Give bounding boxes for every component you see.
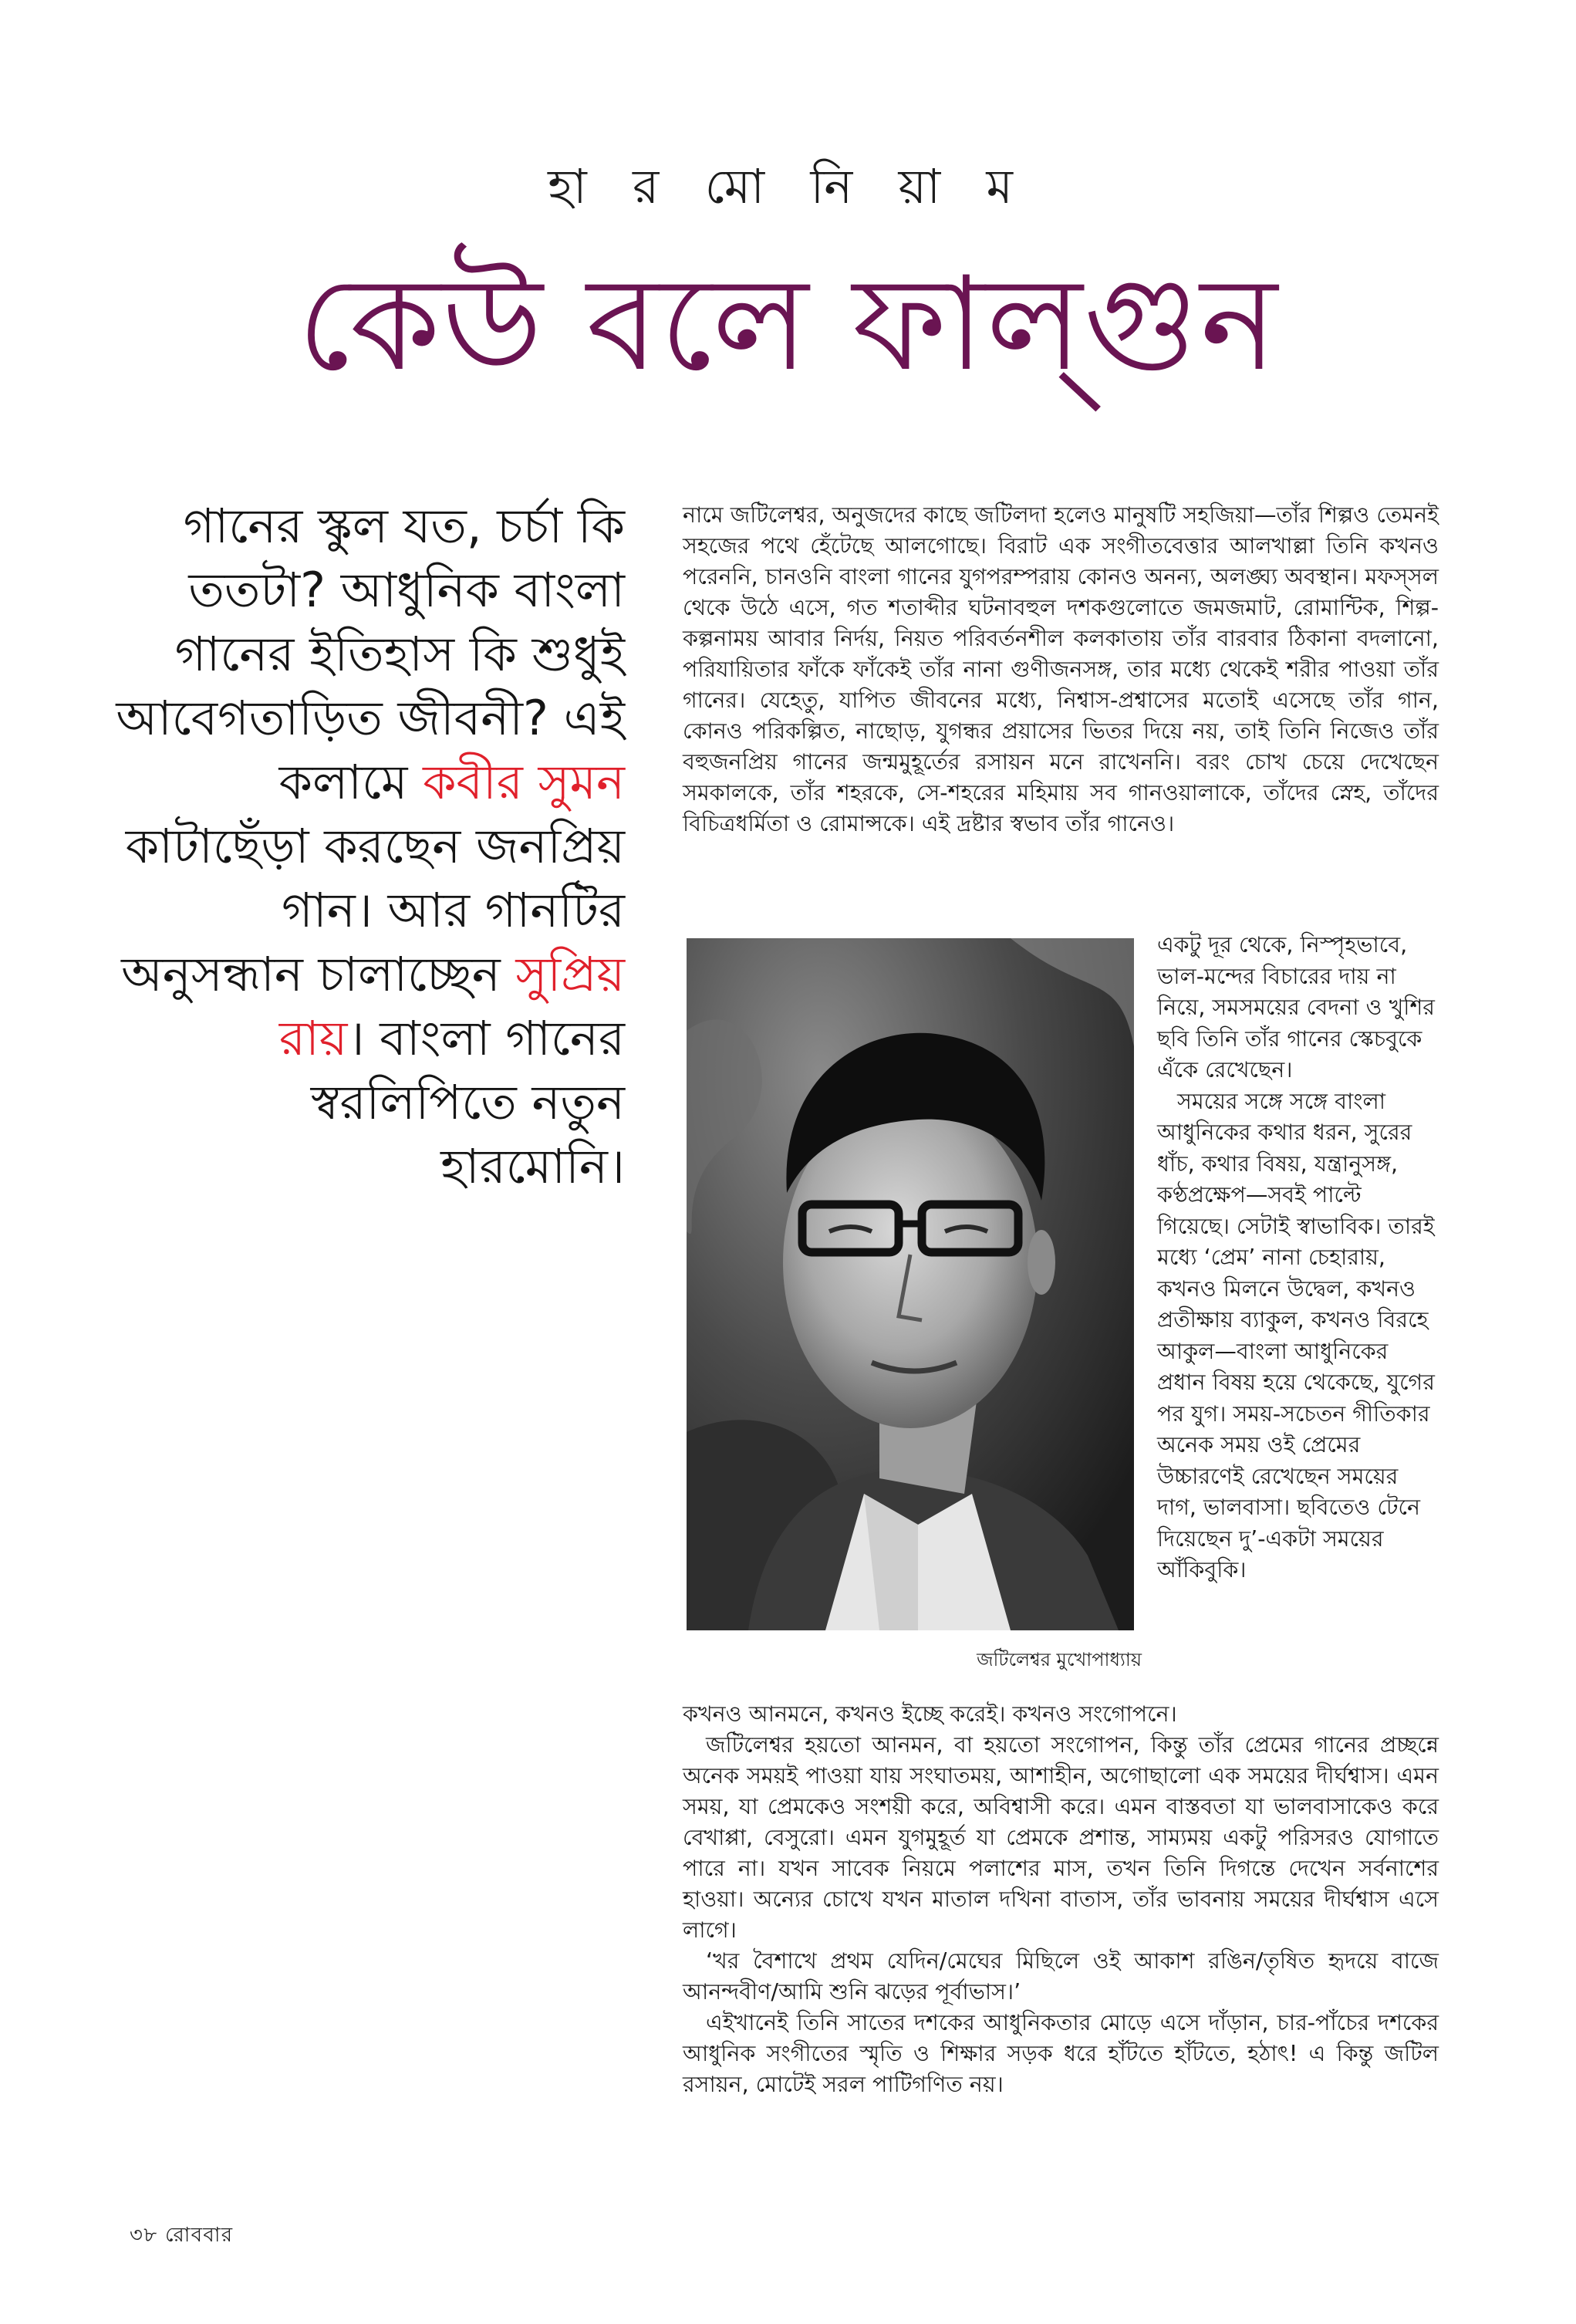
song-quote: ‘খর বৈশাখে প্রথম যেদিন/মেঘের মিছিলে ওই আকাশ রঙিন/তৃষিত হৃদয়ে বাজে আনন্দবীণ/আমি শুনি ঝড়ের পূর্বাভাস।’ [683,1948,1439,2005]
article-body-side [1157,930,1439,1586]
article-body-bottom [683,1699,1439,2100]
portrait-photo [687,938,1134,1630]
author-name-highlight: কবীর সুমন [423,754,625,810]
intro-standfirst [116,494,625,1198]
bottom-paragraph-1: কখনও আনমনে, কখনও ইচ্ছে করেই। কখনও সংগোপনে। [683,1701,1177,1727]
bottom-paragraph-4: এইখানেই তিনি সাতের দশকের আধুনিকতার মোড়ে এসে দাঁড়ান, চার-পাঁচের দশকের আধুনিক সংগীতের স্মৃতি ও শিক্ষার সড়ক ধরে হাঁটতে হাঁটতে, হঠাৎ! এ কিন্তু জটিল রসায়ন, মোটেই সরল পাটিগণিত নয়। [683,2010,1439,2097]
side-paragraph-1: একটু দূর থেকে, নিস্পৃহভাবে, ভাল-মন্দের বিচারের দায় না নিয়ে, সমসময়ের বেদনা ও খুশির ছবি তিনি তাঁর গানের স্কেচবুকে এঁকে রেখেছেন। [1157,932,1435,1083]
article-body-top [683,500,1439,839]
page-folio: ৩৮ রোববার [130,2224,234,2247]
portrait-illustration [687,938,1134,1630]
section-label: হা র মো নি য়া ম [548,158,1028,214]
side-paragraph-2: সময়ের সঙ্গে সঙ্গে বাংলা আধুনিকের কথার ধরন, সুরের ধাঁচ, কথার বিষয়, যন্ত্রানুসঙ্গ, কণ্ঠপ্রক্ষেপ—সবই পাল্টে গিয়েছে। সেটাই স্বাভাবিক। তারই মধ্যে ‘প্রেম’ নানা চেহারায়, কখনও মিলনে উদ্বেল, কখনও প্রতীক্ষায় ব্যাকুল, কখনও বিরহে আকুল—বাংলা আধুনিকের প্রধান বিষয় হয়ে থেকেছে, যুগের পর যুগ। সময়-সচেতন গীতিকার অনেক সময় ওই প্রেমের উচ্চারণেই রেখেছেন সময়ের দাগ, ভালবাসা। ছবিতেও টেনে দিয়েছেন দু’-একটা সময়ের আঁকিবুকি। [1157,1088,1435,1583]
intro-text-1: গানের স্কুল যত, চর্চা কি ততটা? আধুনিক বাংলা গানের ইতিহাস কি শুধুই আবেগতাড়িত জীবনী? এই কলামে [116,498,625,810]
bottom-paragraph-2: জটিলেশ্বর হয়তো আনমন, বা হয়তো সংগোপন, কিন্তু তাঁর প্রেমের গানের প্রচ্ছন্নে অনেক সময়ই পাওয়া যায় সংঘাতময়, আশাহীন, অগোছালো এক সময়ের দীর্ঘশ্বাস। এমন সময়, যা প্রেমকেও সংশয়ী করে, অবিশ্বাসী করে। এমন বাস্তবতা যা ভালবাসাকেও করে বেখাপ্পা, বেসুরো। এমন যুগমুহূর্ত যা প্রেমকে প্রশান্ত, সাম্যময় একটু পরিসরও যোগাতে পারে না। যখন সাবেক নিয়মে পলাশের মাস, তখন তিনি দিগন্তে দেখেন সর্বনাশের হাওয়া। অন্যের চোখে যখন মাতাল দখিনা বাতাস, তাঁর ভাবনায় সময়ের দীর্ঘশ্বাস এসে লাগে। [683,1732,1439,1943]
body-paragraph: নামে জটিলেশ্বর, অনুজদের কাছে জটিলদা হলেও মানুষটি সহজিয়া—তাঁর শিল্পও তেমনই সহজের পথে হেঁটেছে আলগোছে। বিরাট এক সংগীতবেত্তার আলখাল্লা তিনি কখনও পরেননি, চানওনি বাংলা গানের যুগপরম্পরায় কোনও অনন্য, অলঙ্ঘ্য অবস্থান। মফস্সল থেকে উঠে এসে, গত শতাব্দীর ঘটনাবহুল দশকগুলোতে জমজমাট, রোমান্টিক, শিল্প-কল্পনাময় আবার নির্দয়, নিয়ত পরিবর্তনশীল কলকাতায় তাঁর বারবার ঠিকানা বদলানো, পরিযায়িতার ফাঁকে ফাঁকেই তাঁর নানা গুণীজনসঙ্গ, তার মধ্যে থেকেই শরীর পাওয়া তাঁর গানের। যেহেতু, যাপিত জীবনের মধ্যে, নিশ্বাস-প্রশ্বাসের মতোই এসেছে তাঁর গান, কোনও পরিকল্পিত, নাছোড়, যুগন্ধর প্রয়াসের ভিতর দিয়ে নয়, তাই তিনি নিজেও তাঁর বহুজনপ্রিয় গানের জন্মমুহূর্তের রসায়ন মনে রাখেননি। বরং চোখ চেয়ে দেখেছেন সমকালকে, তাঁর শহরকে, সে-শহরের মহিমায় সব গানওয়ালাকে, তাঁদের স্নেহ, তাঁদের বিচিত্রধর্মিতা ও রোমান্সকে। এই দ্রষ্টার স্বভাব তাঁর গানেও। [683,502,1439,836]
intro-text-3: । বাংলা গানের স্বরলিপিতে নতুন হারমোনি। [310,1010,625,1194]
page-headline: কেউ বলে ফাল্গুন [297,248,1279,400]
researcher-name-highlight: সুপ্রিয় রায় [278,946,625,1066]
intro-text-2: কাটাছেঁড়া করছেন জনপ্রিয় গান। আর গানটির অনুসন্ধান চালাচ্ছেন [121,818,625,1002]
photo-caption: জটিলেশ্বর মুখোপাধ্যায় [977,1649,1142,1670]
